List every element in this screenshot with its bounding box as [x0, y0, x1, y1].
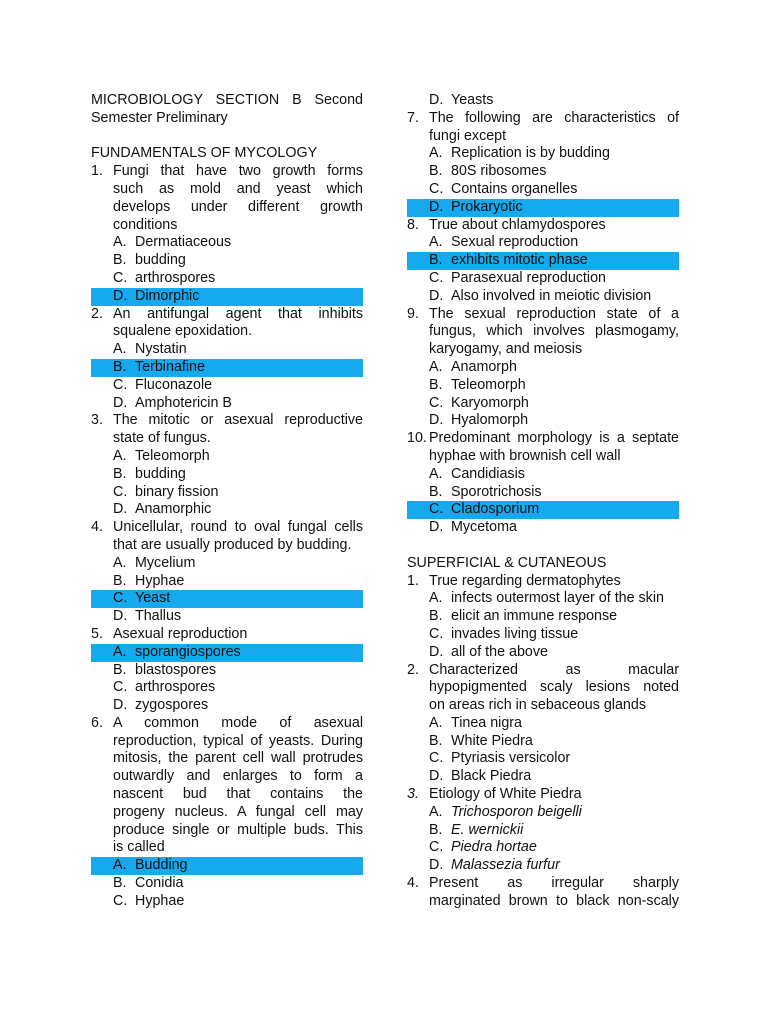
question-7: 7. The following are characteristics of	[407, 109, 679, 126]
option: A. Nystatin	[113, 341, 187, 358]
option: A. Sexual reproduction	[429, 234, 579, 251]
option: D. Black Piedra	[429, 768, 532, 785]
option: D. Also involved in meiotic division	[429, 287, 652, 304]
highlighted-answer: B. exhibits mitotic phase	[407, 252, 679, 270]
question-6: 6. A common mode of asexual	[91, 714, 363, 731]
option: C. Fluconazole	[113, 376, 213, 393]
document-title: MICROBIOLOGY SECTION B Second	[91, 92, 363, 108]
question-10: 10. Predominant morphology is a septate	[407, 430, 679, 447]
option: C. Piedra hortae	[429, 839, 537, 856]
option: A. Candidiasis	[429, 465, 525, 482]
option: B. Hyphae	[113, 572, 185, 589]
highlighted-answer: A. sporangiospores	[91, 644, 363, 662]
option: C. invades living tissue	[429, 625, 579, 642]
option: D. Mycetoma	[429, 519, 517, 536]
option: A. Teleomorph	[113, 447, 210, 464]
option: A. Anamorph	[429, 358, 517, 375]
option: D. zygospores	[113, 697, 209, 714]
option: C. Hyphae	[113, 892, 185, 909]
option: A. Dermatiaceous	[113, 234, 232, 251]
option: D. Yeasts	[429, 92, 494, 108]
question-s4: 4. Present as irregular sharply	[407, 875, 679, 892]
question-9: 9. The sexual reproduction state of a	[407, 305, 679, 322]
highlighted-answer: C. Yeast	[91, 590, 363, 608]
option: B. budding	[113, 252, 186, 269]
question-1: 1. Fungi that have two growth forms	[91, 163, 363, 180]
option: C. Contains organelles	[429, 180, 578, 197]
option: A. Tinea nigra	[429, 714, 522, 731]
option: C. Ptyriasis versicolor	[429, 750, 571, 767]
right-column: D. Yeasts 7. The following are characteristics of fungi except A. Replication is by budding B. 80S ribosomes C. Contains organelles D. Prokaryotic 8. True about chlamydospores A. Sexual reproduction B. exhibits mitotic phase C. Parasexual reproduction D. Also involved in meiotic division 9. The sexual reproduction state of a fungus, which involves plasmogamy, karyogamy, and meiosis A. Anamorph B. Teleomorph C. Karyomorph D. Hyalomorph 10. Predominant morphology is a septate hyphae with brownish cell wall A. Candidiasis B. Sporotrichosis C. Cladosporium D. Mycetoma SUPERFICIAL & CUTANEOUS 1. True regarding dermatophytes A. infects outermost layer of the skin B. elicit an immune response C. invades living tissue D. all of the above 2. Characterized as macular hypopigmented scaly lesions noted on areas rich in sebaceous glands A. Tinea nigra B. White Piedra C. Ptyriasis versicolor D. Black Piedra 3. Etiology of White Piedra A. Trichosporon beigelli B. E. wernickii C. Piedra hortae D. Malassezia furfur 4. Present as irregular sharply marginated brown to black non-scaly	[407, 92, 679, 909]
option: D. Amphotericin B	[113, 394, 232, 411]
question-2: 2. An antifungal agent that inhibits	[91, 305, 363, 322]
question-s3: 3. Etiology of White Piedra	[407, 786, 582, 803]
highlighted-answer: C. Cladosporium	[407, 501, 679, 519]
option: D. Malassezia furfur	[429, 857, 560, 874]
option: D. Anamorphic	[113, 501, 212, 518]
left-column: MICROBIOLOGY SECTION B Second Semester Preliminary FUNDAMENTALS OF MYCOLOGY 1. Fungi that have two growth forms such as mold and yeast which develops under different growth conditions A. Dermatiaceous B. budding C. arthrospores D. Dimorphic 2. An antifungal agent that inhibits squalene epoxidation. A. Nystatin B. Terbinafine C. Fluconazole D. Amphotericin B 3. The mitotic or asexual reproductive state of fungus. A. Teleomorph B. budding C. binary fission D. Anamorphic 4. Unicellular, round to oval fungal cells that are usually produced by budding. A. Mycelium B. Hyphae C. Yeast D. Thallus 5. Asexual reproduction A. sporangiospores B. blastospores C. arthrospores D. zygospores 6. A common mode of asexual reproduction, typical of yeasts. During mitosis, the parent cell wall protrudes outwardly and enlarges to form a nascent bud that contains the progeny nucleus. A fungal cell may produce single or multiple buds. This is called A. Budding B. Conidia C. Hyphae	[91, 92, 363, 909]
option: C. Parasexual reproduction	[429, 269, 606, 286]
option: D. all of the above	[429, 643, 548, 660]
question-5: 5. Asexual reproduction	[91, 625, 248, 642]
option: D. Hyalomorph	[429, 412, 529, 429]
option: C. Karyomorph	[429, 394, 529, 411]
option: C. arthrospores	[113, 269, 216, 286]
option: B. White Piedra	[429, 732, 533, 749]
option: B. Conidia	[113, 875, 184, 892]
option: C. binary fission	[113, 483, 219, 500]
option: A. Replication is by budding	[429, 145, 610, 162]
question-8: 8. True about chlamydospores	[407, 216, 606, 233]
option: B. blastospores	[113, 661, 217, 678]
highlighted-answer: A. Budding	[91, 857, 363, 875]
option: B. elicit an immune response	[429, 608, 618, 625]
option: D. Thallus	[113, 608, 182, 625]
option: B. budding	[113, 465, 186, 482]
question-s1: 1. True regarding dermatophytes	[407, 572, 621, 589]
question-4: 4. Unicellular, round to oval fungal cells	[91, 519, 363, 536]
option: A. Mycelium	[113, 554, 196, 571]
section-heading: FUNDAMENTALS OF MYCOLOGY	[91, 145, 318, 162]
option: B. 80S ribosomes	[429, 163, 547, 180]
option: C. arthrospores	[113, 679, 216, 696]
highlighted-answer: D. Prokaryotic	[407, 199, 679, 217]
option: A. Trichosporon beigelli	[429, 803, 582, 820]
highlighted-answer: B. Terbinafine	[91, 359, 363, 377]
option: B. E. wernickii	[429, 821, 524, 838]
question-s2: 2. Characterized as macular	[407, 661, 679, 678]
question-3: 3. The mitotic or asexual reproductive	[91, 412, 363, 429]
highlighted-answer: D. Dimorphic	[91, 288, 363, 306]
option: B. Teleomorph	[429, 376, 526, 393]
option: B. Sporotrichosis	[429, 483, 542, 500]
document-subtitle: Semester Preliminary	[91, 109, 228, 126]
option: A. infects outermost layer of the skin	[429, 590, 664, 607]
section-heading: SUPERFICIAL & CUTANEOUS	[407, 554, 607, 571]
